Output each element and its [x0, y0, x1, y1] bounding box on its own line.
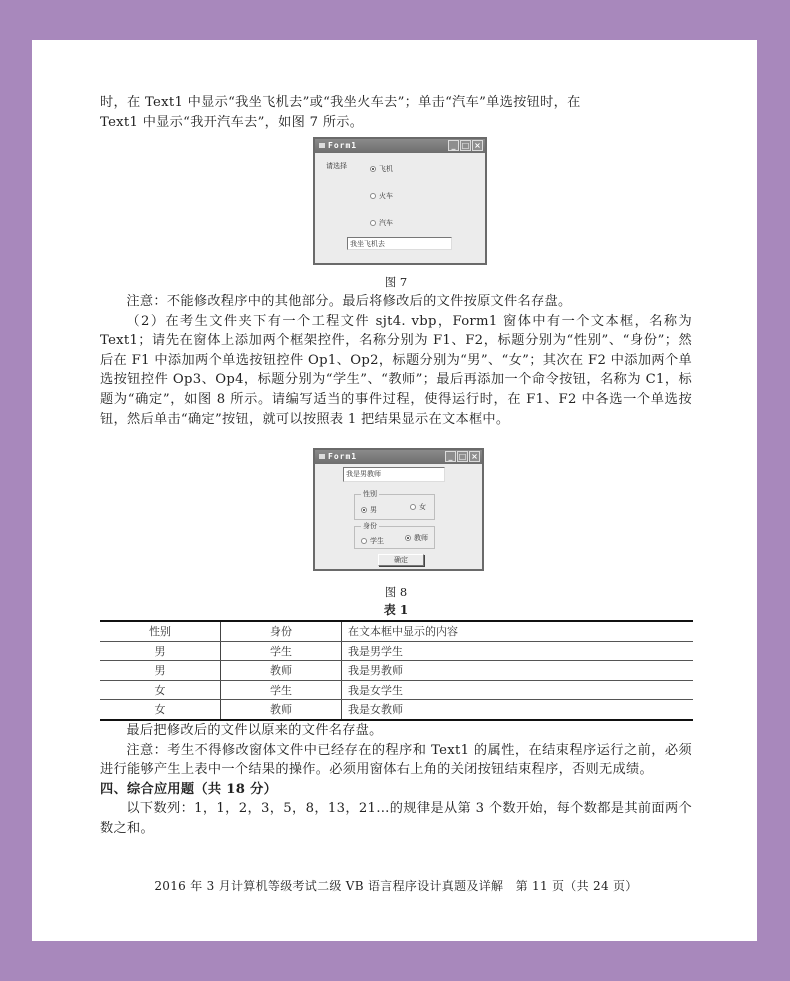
cell-content: 我是女教师 [342, 700, 694, 720]
maximize-icon[interactable]: □ [458, 452, 467, 461]
radio-dot-icon [370, 166, 376, 172]
frame-title: 身份 [363, 522, 377, 530]
frame-identity [354, 522, 435, 549]
frame-title: 性别 [363, 490, 377, 498]
question2-paragraph: （2）在考生文件夹下有一个工程文件 sjt4. vbp，Form1 窗体中有一个文本框，名称为 Text1；请先在窗体上添加两个框架控件，名称分别为 F1、F2，标题分别为“性别”、“身份”；然后在 F1 中添加两个单选按钮控件 Op1、Op2，标题分别为“男”、“女”；其次在 F2 中添加两个单选按钮控件 Op3、Op4，标题分别为“学生”、“教师”；最后再添加一个命令按钮，名称为 C1，标题为“确定”，如图 8 所示。请编写适当的事件过程，使得运行时，在 F1、F2 中各选一个单选按钮，然后单击“确定”按钮，就可以按照表 1 把结果显示在文本框中。 [100, 313, 692, 427]
radio-dot-icon [410, 504, 416, 510]
table1-caption: 表 1 [383, 603, 409, 617]
minimize-icon[interactable]: _ [445, 451, 456, 462]
figure8-caption: 图 8 [384, 585, 408, 599]
radio-dot-icon [370, 193, 376, 199]
radio-male[interactable] [361, 505, 377, 515]
close-icon[interactable]: × [469, 451, 480, 462]
table-row [100, 661, 693, 681]
radio-dot-icon [361, 538, 367, 544]
table-row [100, 700, 693, 720]
cell-identity: 学生 [221, 641, 342, 661]
radio-label: 女 [419, 503, 426, 511]
text-line: Text1 中显示“我开汽车去”，如图 7 所示。 [100, 114, 364, 130]
cell-gender: 女 [100, 680, 221, 700]
table-row [100, 641, 693, 661]
radio-label: 火车 [379, 192, 393, 200]
section4-heading: 四、综合应用题（共 18 分） [100, 781, 278, 797]
section4-paragraph: 以下数列：1，1，2，3，5，8，13，21…的规律是从第 3 个数开始，每个数都是其前面两个数之和。 [100, 801, 692, 836]
radio-dot-icon [361, 507, 367, 513]
cell-identity: 教师 [221, 661, 342, 681]
cell-gender: 男 [100, 641, 221, 661]
cell-content: 我是男学生 [342, 641, 694, 661]
radio-car[interactable] [370, 218, 393, 228]
cell-gender: 女 [100, 700, 221, 720]
top-paragraph [100, 93, 692, 132]
middle-paragraphs [100, 292, 692, 429]
table-header-row [100, 621, 693, 641]
frame-gender [354, 490, 435, 520]
maximize-icon[interactable]: □ [461, 141, 470, 150]
result-table [100, 620, 693, 721]
radio-student[interactable] [361, 536, 384, 546]
confirm-button[interactable]: 确定 [378, 554, 424, 566]
title-bar [315, 450, 482, 464]
radio-train[interactable] [370, 191, 393, 201]
header-display-content: 在文本框中显示的内容 [342, 621, 694, 641]
close-icon[interactable]: × [472, 140, 483, 151]
radio-label: 男 [370, 506, 377, 514]
figure7-form-window [313, 137, 487, 265]
header-identity: 身份 [221, 621, 342, 641]
minimize-icon[interactable]: _ [448, 140, 459, 151]
radio-airplane[interactable] [370, 164, 393, 174]
window-title: Form1 [328, 452, 358, 461]
note-paragraph: 注意：考生不得修改窗体文件中已经存在的程序和 Text1 的属性，在结束程序运行之前，必须进行能够产生上表中一个结果的操作。必须用窗体右上角的关闭按钮结束程序，否则无成绩。 [100, 742, 692, 778]
radio-label: 教师 [414, 534, 428, 542]
radio-teacher[interactable] [405, 533, 428, 543]
form-app-icon [319, 143, 325, 148]
radio-dot-icon [405, 535, 411, 541]
radio-female[interactable] [410, 502, 426, 512]
title-bar [315, 139, 485, 153]
radio-label: 学生 [370, 537, 384, 545]
window-title: Form1 [328, 141, 358, 150]
prompt-label: 请选择 [326, 162, 347, 170]
note-paragraph: 注意：不能修改程序中的其他部分。最后将修改后的文件按原文件名存盘。 [126, 294, 572, 309]
cell-content: 我是女学生 [342, 680, 694, 700]
form-app-icon [319, 454, 325, 459]
save-paragraph: 最后把修改后的文件以原来的文件名存盘。 [126, 723, 383, 738]
radio-label: 汽车 [379, 219, 393, 227]
page-footer: 2016 年 3 月计算机等级考试二级 VB 语言程序设计真题及详解 第 11 页（共 24 页） [154, 879, 638, 893]
bottom-paragraphs [100, 721, 692, 839]
cell-gender: 男 [100, 661, 221, 681]
cell-content: 我是男教师 [342, 661, 694, 681]
radio-dot-icon [370, 220, 376, 226]
cell-identity: 学生 [221, 680, 342, 700]
figure7-caption: 图 7 [384, 275, 408, 289]
figure8-form-window [313, 448, 484, 571]
text1-textbox[interactable]: 我坐飞机去 [347, 237, 452, 250]
text-line: 时，在 Text1 中显示“我坐飞机去”或“我坐火车去”；单击“汽车”单选按钮时，在 [100, 95, 581, 110]
table-row [100, 680, 693, 700]
cell-identity: 教师 [221, 700, 342, 720]
text1-textbox[interactable]: 我是男教师 [343, 467, 445, 482]
header-gender: 性别 [100, 621, 221, 641]
radio-label: 飞机 [379, 165, 393, 173]
